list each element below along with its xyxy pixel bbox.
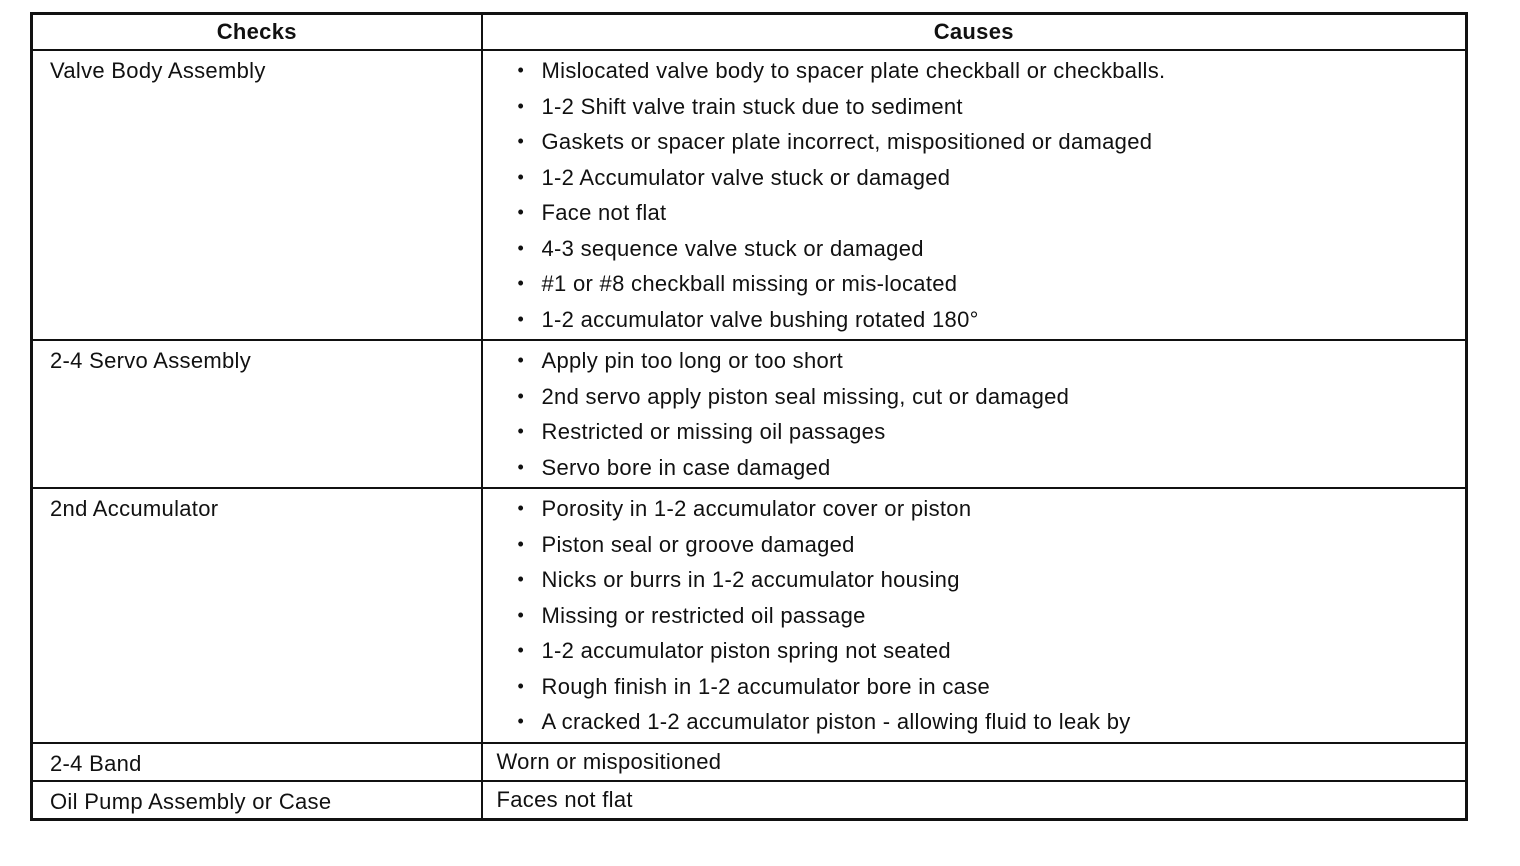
cause-text: Worn or mispositioned (496, 748, 722, 774)
causes-cell (482, 50, 1467, 340)
check-label: 2-4 Band (50, 750, 142, 776)
cause-item: • Gaskets or spacer plate incorrect, mispositioned or damaged (518, 124, 1466, 160)
causes-cell (482, 488, 1467, 743)
bullet-icon: • (517, 421, 525, 441)
table-row (32, 50, 1467, 340)
cause-item: • Apply pin too long or too short (518, 343, 1466, 379)
cause-item: • 1-2 accumulator valve bushing rotated 180° (518, 302, 1466, 338)
check-cell (32, 50, 482, 340)
bullet-icon: • (517, 350, 525, 370)
causes-cell (482, 743, 1467, 781)
table-row (32, 743, 1467, 781)
causes-cell (482, 340, 1467, 488)
check-cell (32, 340, 482, 488)
bullet-icon: • (517, 385, 525, 406)
bullet-icon: • (517, 456, 525, 477)
cause-list (483, 51, 1466, 339)
bullet-icon: • (517, 711, 525, 731)
causes-cell (482, 781, 1467, 820)
bullet-icon: • (517, 60, 525, 80)
cause-item: • Rough finish in 1-2 accumulator bore in case (518, 669, 1466, 705)
cause-text: Faces not flat (496, 786, 633, 812)
cause-item: • Porosity in 1-2 accumulator cover or piston (518, 491, 1466, 527)
bullet-icon: • (517, 273, 525, 293)
bullet-icon: • (517, 202, 525, 222)
bullet-icon: • (517, 237, 525, 258)
cause-item: • #1 or #8 checkball missing or mis-located (518, 266, 1466, 302)
check-label: Valve Body Assembly (50, 58, 266, 83)
check-label: 2-4 Servo Assembly (50, 348, 252, 373)
bullet-icon: • (517, 675, 525, 696)
bullet-icon: • (517, 308, 525, 329)
check-label: 2nd Accumulator (50, 496, 219, 521)
cause-item: • 2nd servo apply piston seal missing, cut or damaged (518, 379, 1466, 415)
cause-item: • Mislocated valve body to spacer plate checkball or checkballs. (518, 53, 1466, 89)
check-cell (32, 743, 482, 781)
cause-item: • A cracked 1-2 accumulator piston - allowing fluid to leak by (518, 704, 1466, 740)
bullet-icon: • (517, 604, 525, 625)
cause-item: • 1-2 accumulator piston spring not seated (518, 633, 1466, 669)
cause-item: • 1-2 Shift valve train stuck due to sediment (518, 89, 1466, 125)
cause-item: • Nicks or burrs in 1-2 accumulator housing (518, 562, 1466, 598)
bullet-icon: • (517, 131, 525, 151)
cause-item: • 4-3 sequence valve stuck or damaged (518, 231, 1466, 267)
bullet-icon: • (517, 640, 525, 660)
cause-item: • Piston seal or groove damaged (518, 527, 1466, 563)
table-row (32, 488, 1467, 743)
bullet-icon: • (517, 166, 525, 187)
bullet-icon: • (517, 533, 525, 554)
header-checks: Checks (32, 14, 482, 51)
check-cell (32, 781, 482, 820)
checks-causes-table (30, 12, 1468, 821)
cause-list (483, 489, 1466, 742)
bullet-icon: • (517, 569, 525, 589)
cause-item: • Missing or restricted oil passage (518, 598, 1466, 634)
cause-item: • Servo bore in case damaged (518, 450, 1466, 486)
bullet-icon: • (517, 95, 525, 116)
cause-item: • Face not flat (518, 195, 1466, 231)
cause-item: • Restricted or missing oil passages (518, 414, 1466, 450)
table-row (32, 781, 1467, 820)
check-cell (32, 488, 482, 743)
cause-list (483, 341, 1466, 487)
cause-item: • 1-2 Accumulator valve stuck or damaged (518, 160, 1466, 196)
table-header-row (32, 14, 1467, 51)
table-row (32, 340, 1467, 488)
bullet-icon: • (517, 498, 525, 518)
header-causes: Causes (482, 14, 1467, 51)
check-label: Oil Pump Assembly or Case (50, 788, 332, 814)
